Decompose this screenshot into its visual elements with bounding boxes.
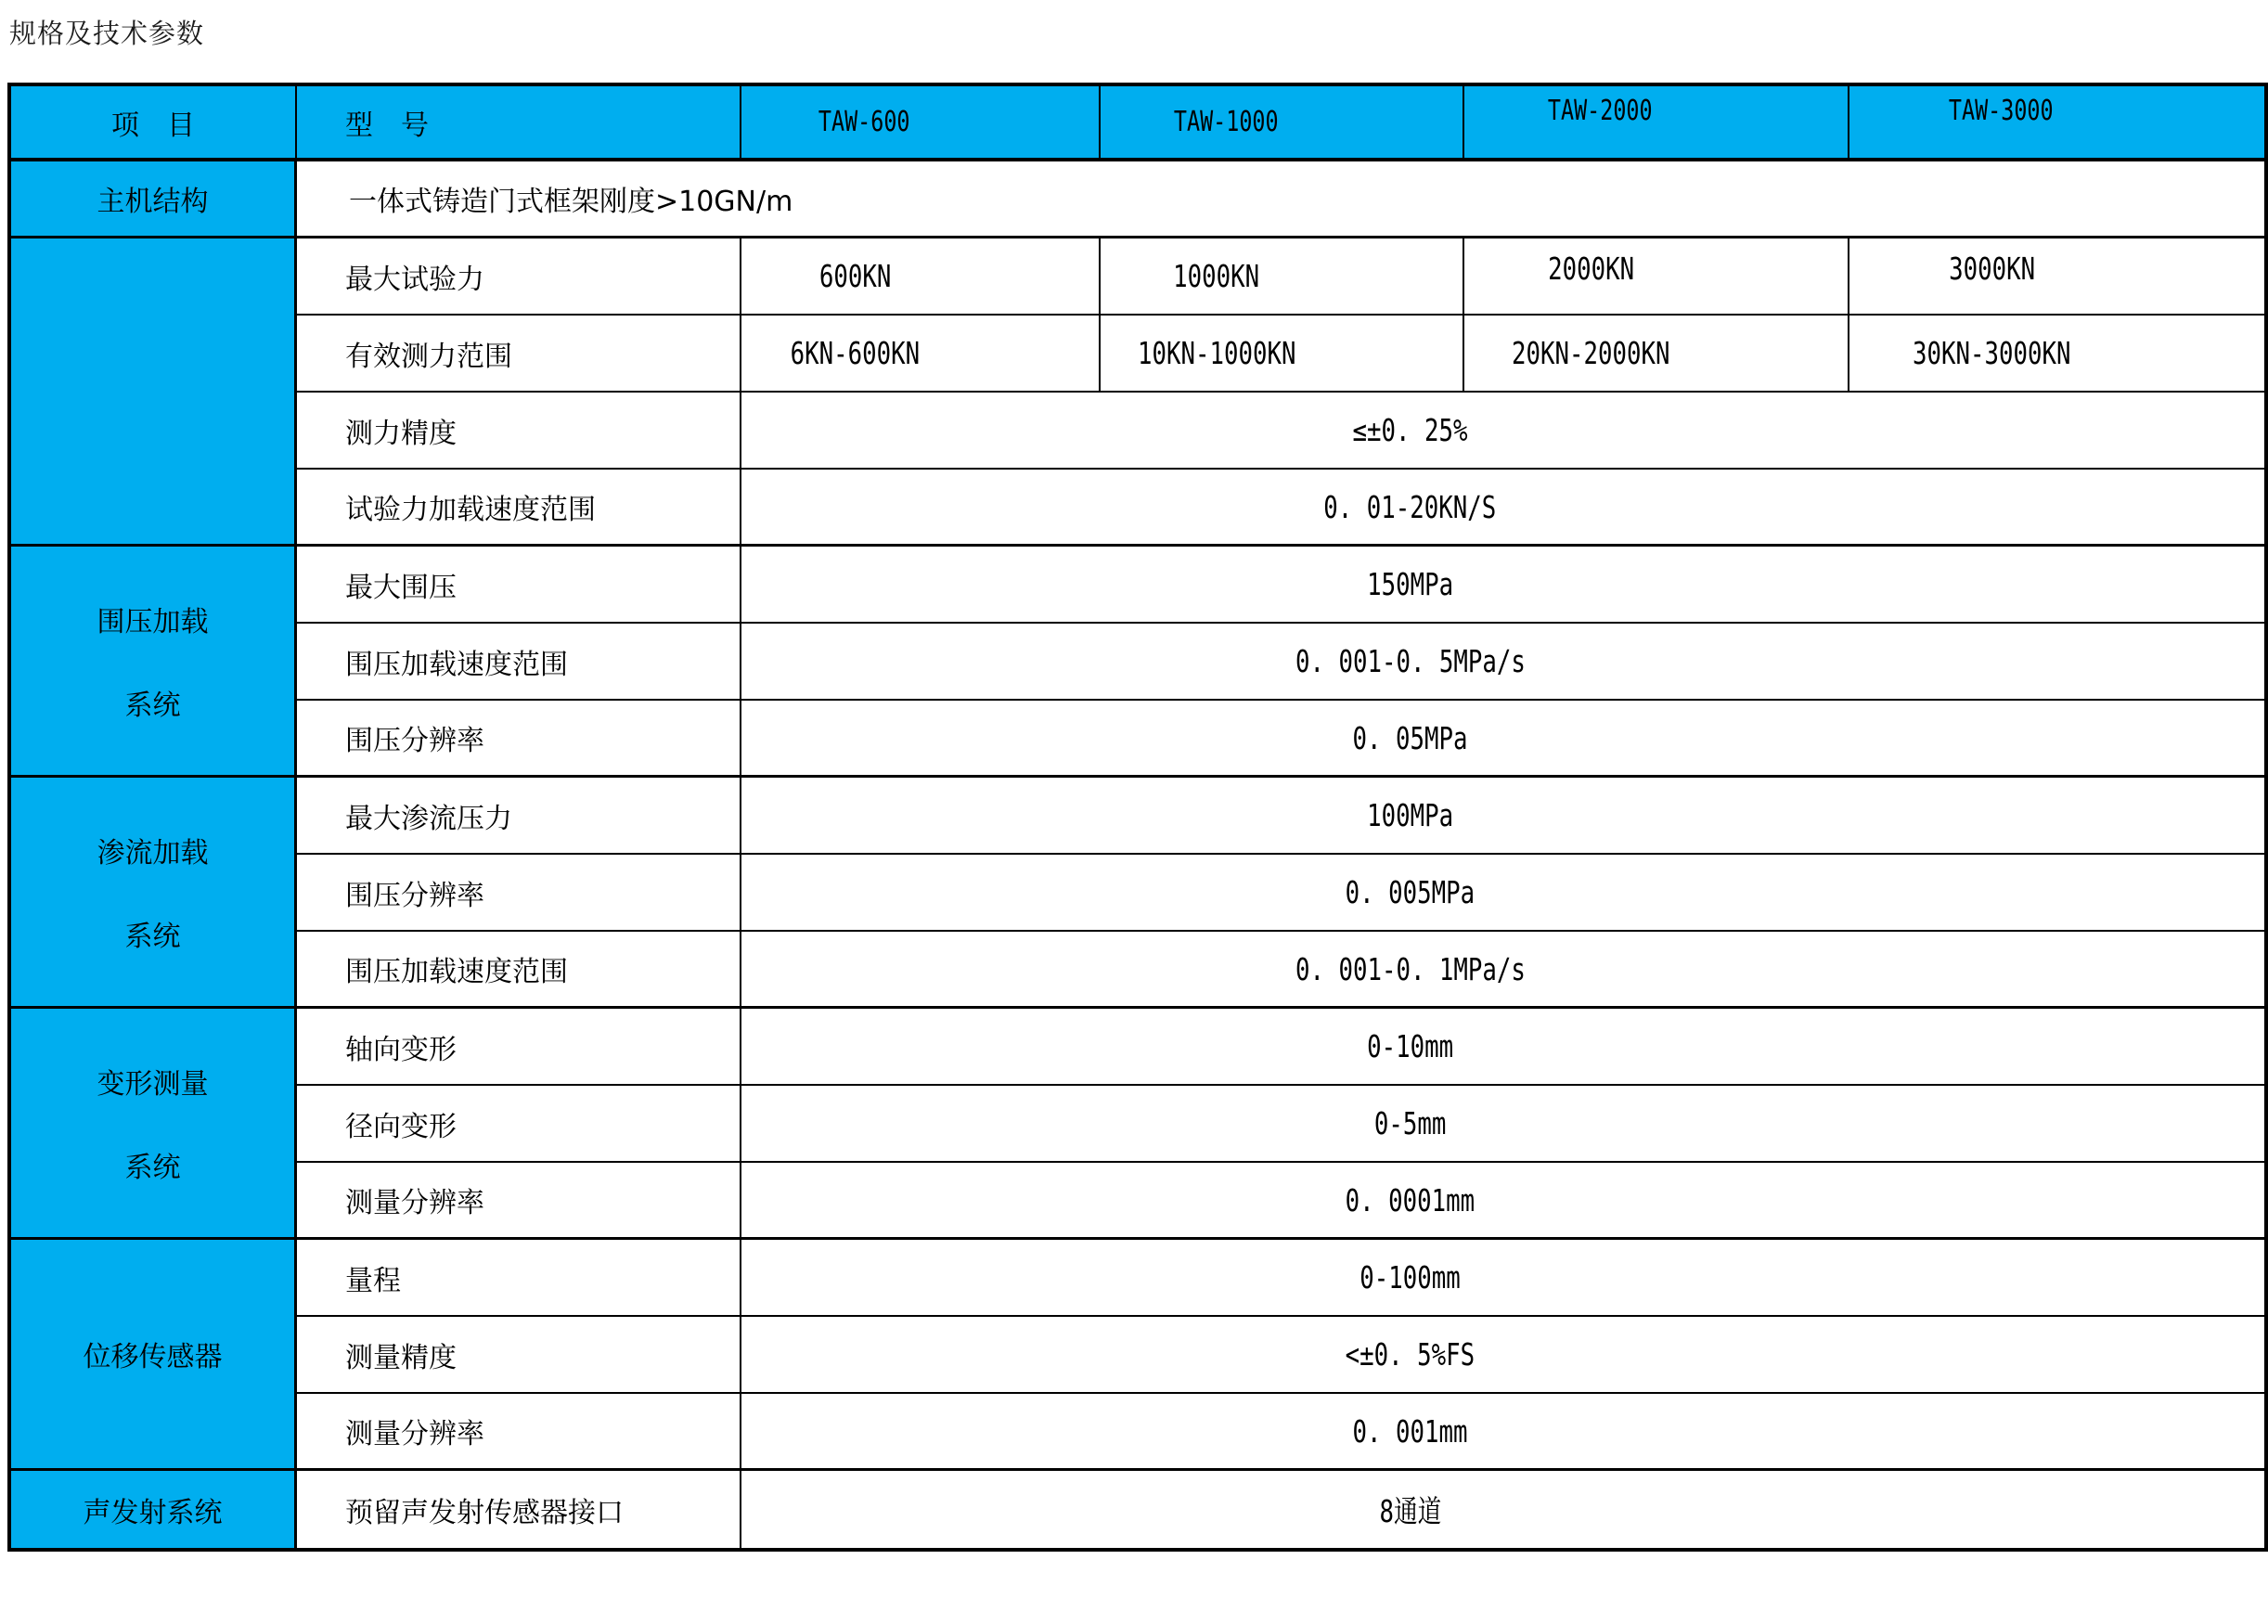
spec-value [741,1086,2264,1163]
value-text: 0-100mm [1360,1259,1461,1295]
section-label: 渗流加载 [97,837,209,870]
spec-value: 一体式铸造门式框架刚度>10GN/m [297,161,2264,238]
spec-label: 围压加载速度范围 [297,932,741,1009]
section-label: 主机结构 [97,186,209,218]
section-label: 变形测量 [97,1068,209,1101]
spec-label: 围压加载速度范围 [297,624,741,701]
value-text: 0. 0001mm [1345,1181,1475,1218]
spec-label: 最大渗流压力 [297,778,741,855]
spec-value [741,778,2264,855]
spec-label: 围压分辨率 [297,855,741,932]
spec-label: 测量精度 [297,1317,741,1394]
value-text: ≤±0. 25% [1352,412,1468,448]
spec-value [741,316,1101,393]
spec-label: 围压分辨率 [297,701,741,778]
model-name: TAW-1000 [1173,106,1279,138]
spec-value [741,238,1101,316]
section-label: 声发射系统 [83,1496,223,1529]
model-name: TAW-600 [818,106,910,138]
spec-value [741,932,2264,1009]
value-text: 0. 001-0. 1MPa/s [1295,950,1526,987]
value-text: 600KN [818,258,892,294]
section-cell-main-frame [11,161,297,238]
spec-label: 量程 [297,1240,741,1317]
spec-value [741,624,2264,701]
spec-value [1101,316,1464,393]
value-text: 6KN-600KN [790,335,921,371]
section-cell-displacement-sensor [11,1240,297,1471]
value-text: 2000KN [1548,251,1634,287]
section-cell-acoustic-emission [11,1471,297,1548]
spec-label: 径向变形 [297,1086,741,1163]
value-text: 0. 001-0. 5MPa/s [1295,643,1526,679]
spec-value [741,1394,2264,1471]
spec-value [741,470,2264,547]
value-text: <±0. 5%FS [1345,1336,1475,1373]
value-text: 10KN-1000KN [1137,335,1296,371]
value-text: 20KN-2000KN [1512,335,1670,371]
section-label: 系统 [124,921,181,953]
spec-label: 轴向变形 [297,1009,741,1086]
model-name: TAW-3000 [1949,95,2054,127]
spec-value [741,1009,2264,1086]
header-cell-taw-2000 [1464,86,1849,161]
spec-label: 预留声发射传感器接口 [297,1471,741,1548]
spec-table [7,83,2268,1552]
value-text: 0-5mm [1373,1105,1447,1141]
spec-label: 最大试验力 [297,238,741,316]
section-cell-deformation [11,1009,297,1240]
spec-value [741,701,2264,778]
spec-value [1464,238,1849,316]
spec-value [1849,238,2264,316]
value-text: 100MPa [1367,797,1453,833]
spec-value [741,1163,2264,1240]
spec-label: 有效测力范围 [297,316,741,393]
section-label: 系统 [124,690,181,722]
header-cell-taw-600 [741,86,1101,161]
value-text: 150MPa [1367,566,1453,602]
header-cell-model: 型 号 [297,86,741,161]
section-cell-confining-pressure [11,547,297,778]
spec-value [741,1240,2264,1317]
spec-value [741,1317,2264,1394]
value-text: 0. 05MPa [1352,719,1468,756]
spec-label: 测力精度 [297,393,741,470]
value-text: 1000KN [1173,258,1260,294]
model-name: TAW-2000 [1548,95,1653,127]
section-cell-force [11,238,297,547]
spec-label: 最大围压 [297,547,741,624]
value-text: 30KN-3000KN [1913,335,2071,371]
value-text: 3000KN [1949,251,2035,287]
spec-value [741,547,2264,624]
spec-value [741,855,2264,932]
value-text: 8通道 [1379,1493,1441,1529]
spec-value [1101,238,1464,316]
value-text: 0. 01-20KN/S [1323,488,1497,525]
header-cell-taw-1000 [1101,86,1464,161]
spec-label: 测量分辨率 [297,1163,741,1240]
spec-value [1464,316,1849,393]
value-text: 0. 005MPa [1345,874,1475,910]
spec-label: 测量分辨率 [297,1394,741,1471]
spec-value [741,1471,2264,1548]
section-label: 位移传感器 [83,1341,223,1373]
spec-value [1849,316,2264,393]
value-text: 0. 001mm [1352,1412,1468,1450]
page-title: 规格及技术参数 [9,18,205,49]
header-cell-item: 项 目 [11,86,297,161]
section-label: 围压加载 [97,606,209,638]
section-cell-seepage [11,778,297,1009]
spec-value [741,393,2264,470]
header-cell-taw-3000 [1849,86,2264,161]
spec-label: 试验力加载速度范围 [297,470,741,547]
section-label: 系统 [124,1152,181,1184]
value-text: 0-10mm [1367,1028,1453,1064]
